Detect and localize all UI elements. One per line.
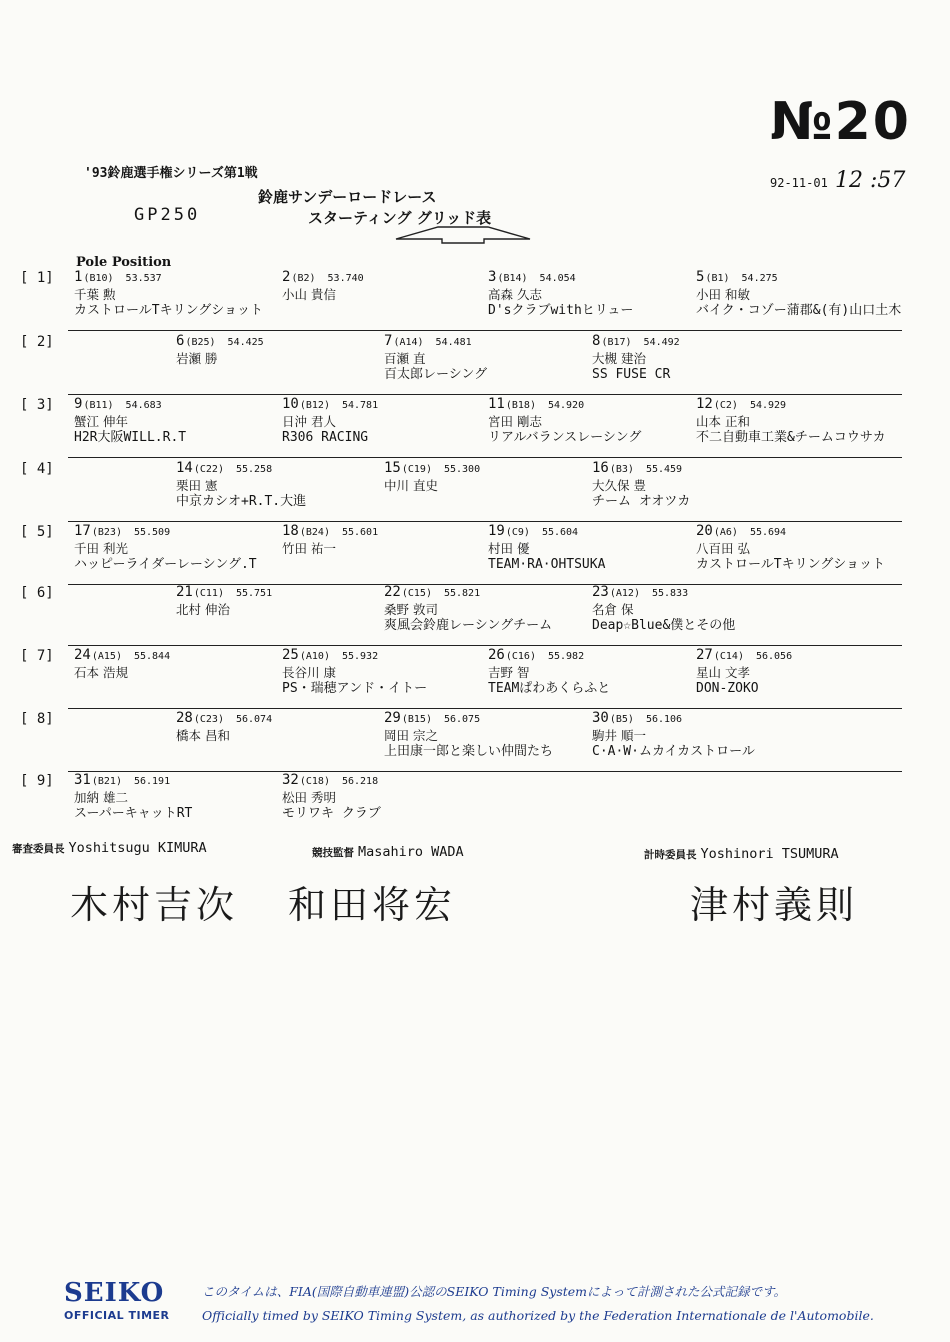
grid-position: 28 <box>176 710 193 726</box>
official-steward <box>12 840 207 856</box>
rider-name: 蟹江 伸年 <box>74 414 128 429</box>
rider-name: 竹田 祐一 <box>282 541 336 556</box>
rider-name: 加納 雄二 <box>74 790 128 805</box>
grid-entry <box>592 334 680 381</box>
machine-class-code: (C18) <box>299 776 330 787</box>
rider-name: 星山 文孝 <box>696 665 750 680</box>
team-name: 爽風会鈴鹿レーシングチーム <box>384 617 553 633</box>
signature-wada: 和田将宏 <box>288 883 457 927</box>
grid-row-label: [ 6] <box>20 585 54 601</box>
grid-entry <box>74 648 170 682</box>
team-name: スーパーキャットRT <box>74 805 193 821</box>
timestamp <box>770 168 905 193</box>
grid-position: 18 <box>282 523 299 539</box>
grid-entry <box>384 461 480 495</box>
grid-row-label: [ 1] <box>20 270 54 286</box>
machine-class-code: (B1) <box>705 273 730 284</box>
grid-position: 17 <box>74 523 91 539</box>
signature-kimura: 木村吉次 <box>70 883 239 927</box>
rider-name: 大槻 建治 <box>592 351 646 366</box>
rider-name: 百瀬 直 <box>384 351 426 366</box>
machine-class-code: (C22) <box>193 464 224 475</box>
rider-name: 山本 正和 <box>696 414 750 429</box>
row-divider <box>68 457 902 458</box>
grid-entry <box>384 711 553 758</box>
grid-entry <box>176 711 272 745</box>
grid-position: 7 <box>384 333 393 349</box>
qualifying-time: 55.459 <box>645 464 683 475</box>
race-title: 鈴鹿サンデーロードレース <box>258 188 437 206</box>
machine-class-code: (C11) <box>193 588 224 599</box>
rider-name: 岡田 宗之 <box>384 728 438 743</box>
rider-name: 岩瀬 勝 <box>176 351 218 366</box>
machine-class-code: (B18) <box>505 400 536 411</box>
grid-entry <box>696 648 792 695</box>
rider-name: 小田 和敏 <box>696 287 750 302</box>
rider-name: 石本 浩規 <box>74 665 128 680</box>
official-director <box>312 844 464 860</box>
team-name: TEAMぱわあくらふと <box>488 680 611 696</box>
machine-class-code: (B12) <box>299 400 330 411</box>
machine-class-code: (A12) <box>609 588 640 599</box>
qualifying-time: 53.740 <box>327 273 364 284</box>
grid-position: 22 <box>384 584 401 600</box>
machine-class-code: (C19) <box>401 464 432 475</box>
qualifying-time: 56.074 <box>235 714 273 725</box>
grid-position: 8 <box>592 333 601 349</box>
grid-entry <box>282 270 364 304</box>
official-title: 競技監督 <box>312 847 354 859</box>
grid-entry <box>176 461 306 508</box>
qualifying-time: 55.258 <box>235 464 273 475</box>
qualifying-time: 54.781 <box>341 400 379 411</box>
rider-name: 大久保 豊 <box>592 478 646 493</box>
qualifying-time: 54.683 <box>125 400 162 411</box>
grid-row-label: [ 3] <box>20 397 54 413</box>
grid-row-label: [ 8] <box>20 711 54 727</box>
official-timekeeper <box>644 846 839 862</box>
rider-name: 千葉 勲 <box>74 287 116 302</box>
grid-entry <box>282 397 378 444</box>
grid-entry <box>488 397 641 444</box>
qualifying-time: 54.492 <box>643 337 680 348</box>
row-divider <box>68 645 902 646</box>
grid-position: 32 <box>282 772 299 788</box>
machine-class-code: (B17) <box>601 337 632 348</box>
official-name: Masahiro WADA <box>358 844 464 860</box>
grid-position: 23 <box>592 584 609 600</box>
machine-class-code: (B14) <box>497 273 528 284</box>
machine-class-code: (B5) <box>609 714 634 725</box>
grid-row-label: [ 7] <box>20 648 54 664</box>
team-name: H2R大阪WILL.R.T <box>74 429 187 445</box>
grid-entry <box>488 648 610 695</box>
machine-class-code: (B10) <box>83 273 114 284</box>
grid-entry <box>488 270 633 317</box>
team-name: TEAM·RA·OHTSUKA <box>488 556 606 572</box>
grid-position: 20 <box>696 523 713 539</box>
qualifying-time: 53.537 <box>125 273 162 284</box>
team-name: PS・瑞穂アンド・イトー <box>282 680 428 696</box>
qualifying-time: 56.218 <box>341 776 379 787</box>
qualifying-time: 55.694 <box>749 527 787 538</box>
seiko-official-timer: OFFICIAL TIMER <box>64 1309 170 1322</box>
grid-position: 19 <box>488 523 505 539</box>
machine-class-code: (B11) <box>83 400 114 411</box>
rider-name: 松田 秀明 <box>282 790 336 805</box>
rider-name: 千田 利光 <box>74 541 128 556</box>
machine-class-code: (C15) <box>401 588 432 599</box>
grid-entry <box>282 648 427 695</box>
grid-entry <box>696 397 886 444</box>
team-name: 百太郎レーシング <box>384 366 488 382</box>
time-handwritten: 12 :57 <box>835 168 906 193</box>
grid-position: 30 <box>592 710 609 726</box>
machine-class-code: (A10) <box>299 651 330 662</box>
team-name: カストロールTキリングショット <box>74 302 264 318</box>
team-name: 不二自動車工業&チームコウサカ <box>696 429 886 445</box>
grid-entry <box>384 334 487 381</box>
team-name: Deap☆Blue&僕とその他 <box>592 617 736 633</box>
grid-position: 27 <box>696 647 713 663</box>
grid-position: 26 <box>488 647 505 663</box>
row-divider <box>68 521 902 522</box>
rider-name: 駒井 順一 <box>592 728 646 743</box>
qualifying-time: 55.604 <box>541 527 579 538</box>
machine-class-code: (A14) <box>393 337 424 348</box>
qualifying-time: 55.932 <box>341 651 379 662</box>
grid-position: 15 <box>384 460 401 476</box>
signature-tsumura: 津村義則 <box>690 883 859 927</box>
machine-class-code: (B23) <box>91 527 122 538</box>
machine-class-code: (B2) <box>291 273 316 284</box>
footer-japanese-note: このタイムは、FIA(国際自動車連盟)公認のSEIKO Timing Systemによって計測された公式記録です。 <box>202 1284 787 1299</box>
qualifying-time: 55.982 <box>547 651 585 662</box>
grid-title: スターティング グリッド表 <box>308 209 492 227</box>
team-name: D'sクラブwithヒリュー <box>488 302 634 318</box>
official-title: 計時委員長 <box>644 849 697 861</box>
grid-position: 12 <box>696 396 713 412</box>
grid-arrow-graphic <box>392 224 534 246</box>
team-name: R306 RACING <box>282 429 369 445</box>
grid-position: 5 <box>696 269 705 285</box>
grid-entry <box>176 585 272 619</box>
grid-position: 9 <box>74 396 83 412</box>
grid-entry <box>696 270 901 317</box>
class-name: GP250 <box>134 205 201 225</box>
rider-name: 長谷川 康 <box>282 665 336 680</box>
machine-class-code: (B3) <box>609 464 634 475</box>
seiko-logo: SEIKO <box>64 1278 165 1308</box>
team-name: SS FUSE CR <box>592 366 671 382</box>
qualifying-time: 54.054 <box>539 273 576 284</box>
grid-entry <box>176 334 264 368</box>
rider-name: 吉野 智 <box>488 665 530 680</box>
grid-entry <box>592 585 735 632</box>
grid-position: 6 <box>176 333 185 349</box>
team-name: モリワキ クラブ <box>282 805 381 821</box>
series-title: '93鈴鹿選手権シリーズ第1戦 <box>84 166 258 181</box>
machine-class-code: (B15) <box>401 714 432 725</box>
grid-entry <box>74 773 192 820</box>
grid-position: 31 <box>74 772 91 788</box>
rider-name: 小山 貴信 <box>282 287 336 302</box>
team-name: カストロールTキリングショット <box>696 556 886 572</box>
grid-position: 1 <box>74 269 83 285</box>
rider-name: 栗田 憲 <box>176 478 218 493</box>
machine-class-code: (B24) <box>299 527 330 538</box>
team-name: ハッピーライダーレーシング.T <box>74 556 257 572</box>
qualifying-time: 56.056 <box>755 651 793 662</box>
row-divider <box>68 708 902 709</box>
machine-class-code: (C23) <box>193 714 224 725</box>
machine-class-code: (C14) <box>713 651 744 662</box>
rider-name: 高森 久志 <box>488 287 542 302</box>
team-name: C·A·W·ムカイカストロール <box>592 743 755 759</box>
machine-class-code: (C9) <box>505 527 530 538</box>
machine-class-code: (C16) <box>505 651 536 662</box>
grid-position: 29 <box>384 710 401 726</box>
grid-position: 25 <box>282 647 299 663</box>
grid-row-label: [ 9] <box>20 773 54 789</box>
grid-entry <box>488 524 605 571</box>
grid-entry <box>74 270 263 317</box>
grid-position: 14 <box>176 460 193 476</box>
machine-class-code: (A6) <box>713 527 738 538</box>
grid-position: 2 <box>282 269 291 285</box>
team-name: チーム オオツカ <box>592 493 691 509</box>
official-name: Yoshinori TSUMURA <box>700 846 839 862</box>
grid-position: 21 <box>176 584 193 600</box>
official-name: Yoshitsugu KIMURA <box>68 840 207 856</box>
grid-entry <box>592 461 690 508</box>
grid-position: 3 <box>488 269 497 285</box>
row-divider <box>68 394 902 395</box>
grid-position: 11 <box>488 396 505 412</box>
footer-english-note: Officially timed by SEIKO Timing System, as authorized by the Federation Internationale de l'Automobile. <box>202 1308 874 1323</box>
grid-entry <box>384 585 552 632</box>
official-title: 審査委員長 <box>12 843 65 855</box>
rider-name: 橋本 昌和 <box>176 728 230 743</box>
qualifying-time: 54.929 <box>749 400 787 411</box>
grid-entry <box>592 711 755 758</box>
qualifying-time: 55.833 <box>651 588 689 599</box>
pole-position-label: Pole Position <box>76 255 172 270</box>
row-divider <box>68 330 902 331</box>
team-name: リアルバランスレーシング <box>488 429 642 445</box>
qualifying-time: 55.601 <box>341 527 379 538</box>
qualifying-time: 56.075 <box>443 714 481 725</box>
qualifying-time: 55.821 <box>443 588 481 599</box>
grid-entry <box>282 773 381 820</box>
machine-class-code: (B25) <box>185 337 216 348</box>
qualifying-time: 54.920 <box>547 400 585 411</box>
qualifying-time: 54.275 <box>741 273 778 284</box>
document-number: №20 <box>770 92 911 152</box>
grid-entry <box>696 524 885 571</box>
rider-name: 中川 直史 <box>384 478 438 493</box>
grid-entry <box>282 524 378 558</box>
grid-row-label: [ 5] <box>20 524 54 540</box>
qualifying-time: 56.191 <box>133 776 171 787</box>
machine-class-code: (C2) <box>713 400 738 411</box>
grid-entry <box>74 397 186 444</box>
rider-name: 桑野 敦司 <box>384 602 438 617</box>
grid-position: 16 <box>592 460 609 476</box>
rider-name: 北村 伸治 <box>176 602 230 617</box>
qualifying-time: 55.509 <box>133 527 171 538</box>
rider-name: 日沖 君人 <box>282 414 336 429</box>
qualifying-time: 54.481 <box>435 337 472 348</box>
rider-name: 宮田 剛志 <box>488 414 542 429</box>
team-name: 中京カシオ+R.T.大進 <box>176 493 307 509</box>
team-name: 上田康一郎と楽しい仲間たち <box>384 743 554 759</box>
rider-name: 村田 優 <box>488 541 530 556</box>
grid-row-label: [ 2] <box>20 334 54 350</box>
qualifying-time: 55.300 <box>443 464 481 475</box>
grid-position: 10 <box>282 396 299 412</box>
row-divider <box>68 771 902 772</box>
machine-class-code: (B21) <box>91 776 122 787</box>
rider-name: 八百田 弘 <box>696 541 750 556</box>
rider-name: 名倉 保 <box>592 602 634 617</box>
team-name: バイク・コゾー蒲郡&(有)山口土木 <box>696 302 902 318</box>
team-name: DON-ZOKO <box>696 680 759 696</box>
qualifying-time: 55.844 <box>133 651 171 662</box>
grid-row-label: [ 4] <box>20 461 54 477</box>
qualifying-time: 56.106 <box>645 714 683 725</box>
machine-class-code: (A15) <box>91 651 122 662</box>
qualifying-time: 55.751 <box>235 588 273 599</box>
grid-entry <box>74 524 257 571</box>
grid-position: 24 <box>74 647 91 663</box>
date-printed: 92-11-01 <box>770 176 828 190</box>
qualifying-time: 54.425 <box>227 337 264 348</box>
